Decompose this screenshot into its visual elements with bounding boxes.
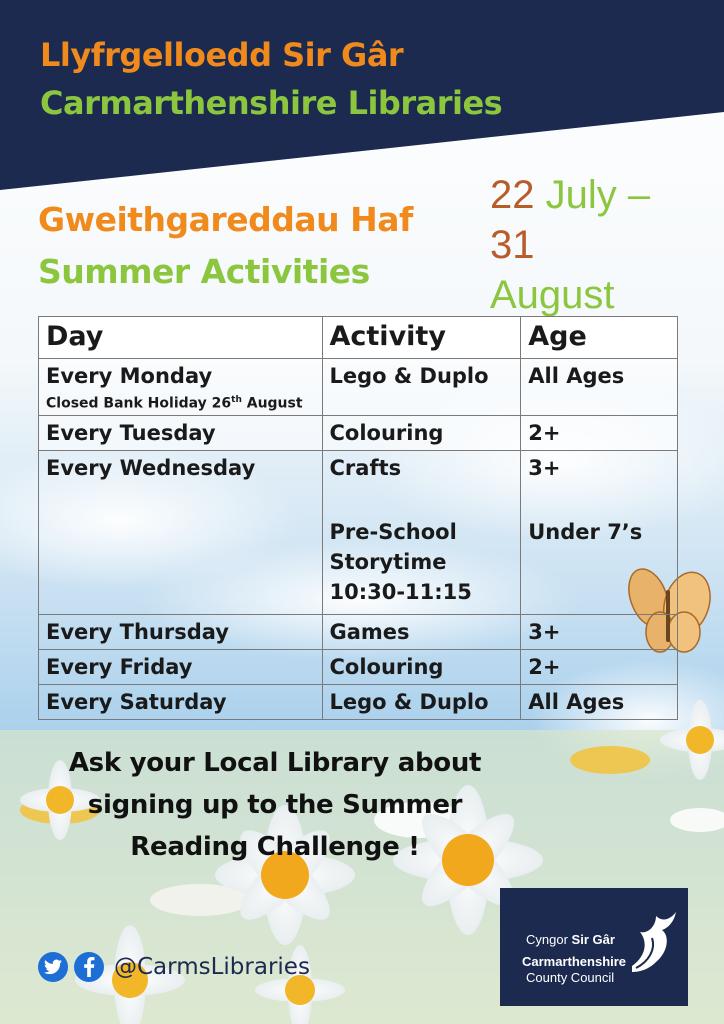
day-cell: Every Thursday bbox=[39, 614, 323, 649]
council-english-name-1: Carmarthenshire bbox=[522, 954, 627, 969]
callout-line: Ask your Local Library about bbox=[68, 748, 482, 778]
welsh-activities-heading: Gweithgareddau Haf bbox=[38, 200, 413, 239]
age-cell bbox=[521, 450, 678, 614]
day-cell: Every Friday bbox=[39, 649, 323, 684]
age-storytime: Under 7’s bbox=[528, 519, 643, 544]
age-crafts: 3+ bbox=[528, 455, 561, 480]
activity-storytime-l2: Storytime bbox=[329, 549, 447, 574]
council-welsh-name: Cyngor Sir Gâr bbox=[526, 932, 615, 947]
reading-challenge-callout bbox=[40, 742, 510, 868]
closure-note: Closed Bank Holiday 26th August bbox=[46, 395, 303, 412]
end-month: August bbox=[490, 273, 615, 317]
start-day: 22 bbox=[490, 173, 535, 217]
activity-cell: Colouring bbox=[322, 415, 521, 450]
social-links bbox=[38, 952, 310, 982]
table-row bbox=[39, 450, 678, 614]
date-range bbox=[490, 170, 690, 320]
welsh-library-title: Llyfrgelloedd Sir Gâr bbox=[40, 36, 404, 74]
council-english-name-2: County Council bbox=[526, 970, 615, 985]
table-row bbox=[39, 614, 678, 649]
dragon-icon bbox=[626, 906, 680, 976]
twitter-icon[interactable] bbox=[38, 952, 68, 982]
day-cell: Every Wednesday bbox=[39, 450, 323, 614]
english-library-title: Carmarthenshire Libraries bbox=[40, 84, 503, 122]
start-month: July – bbox=[545, 173, 651, 217]
table-row bbox=[39, 359, 678, 416]
council-logo bbox=[500, 888, 688, 1006]
activity-storytime-l1: Pre-School bbox=[329, 519, 457, 544]
table-row bbox=[39, 684, 678, 719]
english-activities-heading: Summer Activities bbox=[38, 252, 370, 291]
activities-table bbox=[38, 316, 678, 720]
activity-cell: Colouring bbox=[322, 649, 521, 684]
activity-cell: Games bbox=[322, 614, 521, 649]
monday-cell bbox=[39, 359, 323, 416]
facebook-icon[interactable] bbox=[74, 952, 104, 982]
callout-line: Reading Challenge ! bbox=[130, 832, 420, 862]
age-cell: All Ages bbox=[521, 684, 678, 719]
table-row bbox=[39, 649, 678, 684]
age-cell: 2+ bbox=[521, 649, 678, 684]
day-cell: Every Saturday bbox=[39, 684, 323, 719]
header-day: Day bbox=[39, 317, 323, 359]
age-cell: 3+ bbox=[521, 614, 678, 649]
callout-line: signing up to the Summer bbox=[87, 790, 463, 820]
table-row bbox=[39, 415, 678, 450]
day-cell: Every Tuesday bbox=[39, 415, 323, 450]
activity-cell: Lego & Duplo bbox=[322, 359, 521, 416]
header-activity: Activity bbox=[322, 317, 521, 359]
activity-cell: Lego & Duplo bbox=[322, 684, 521, 719]
day-label: Every Monday bbox=[46, 364, 213, 388]
table-header-row bbox=[39, 317, 678, 359]
end-day: 31 bbox=[490, 223, 535, 267]
age-cell: 2+ bbox=[521, 415, 678, 450]
header-age: Age bbox=[521, 317, 678, 359]
activity-crafts: Crafts bbox=[329, 455, 402, 480]
social-handle[interactable]: @CarmsLibraries bbox=[114, 954, 310, 980]
activity-storytime-time: 10:30-11:15 bbox=[329, 579, 472, 604]
age-cell: All Ages bbox=[521, 359, 678, 416]
activity-cell bbox=[322, 450, 521, 614]
